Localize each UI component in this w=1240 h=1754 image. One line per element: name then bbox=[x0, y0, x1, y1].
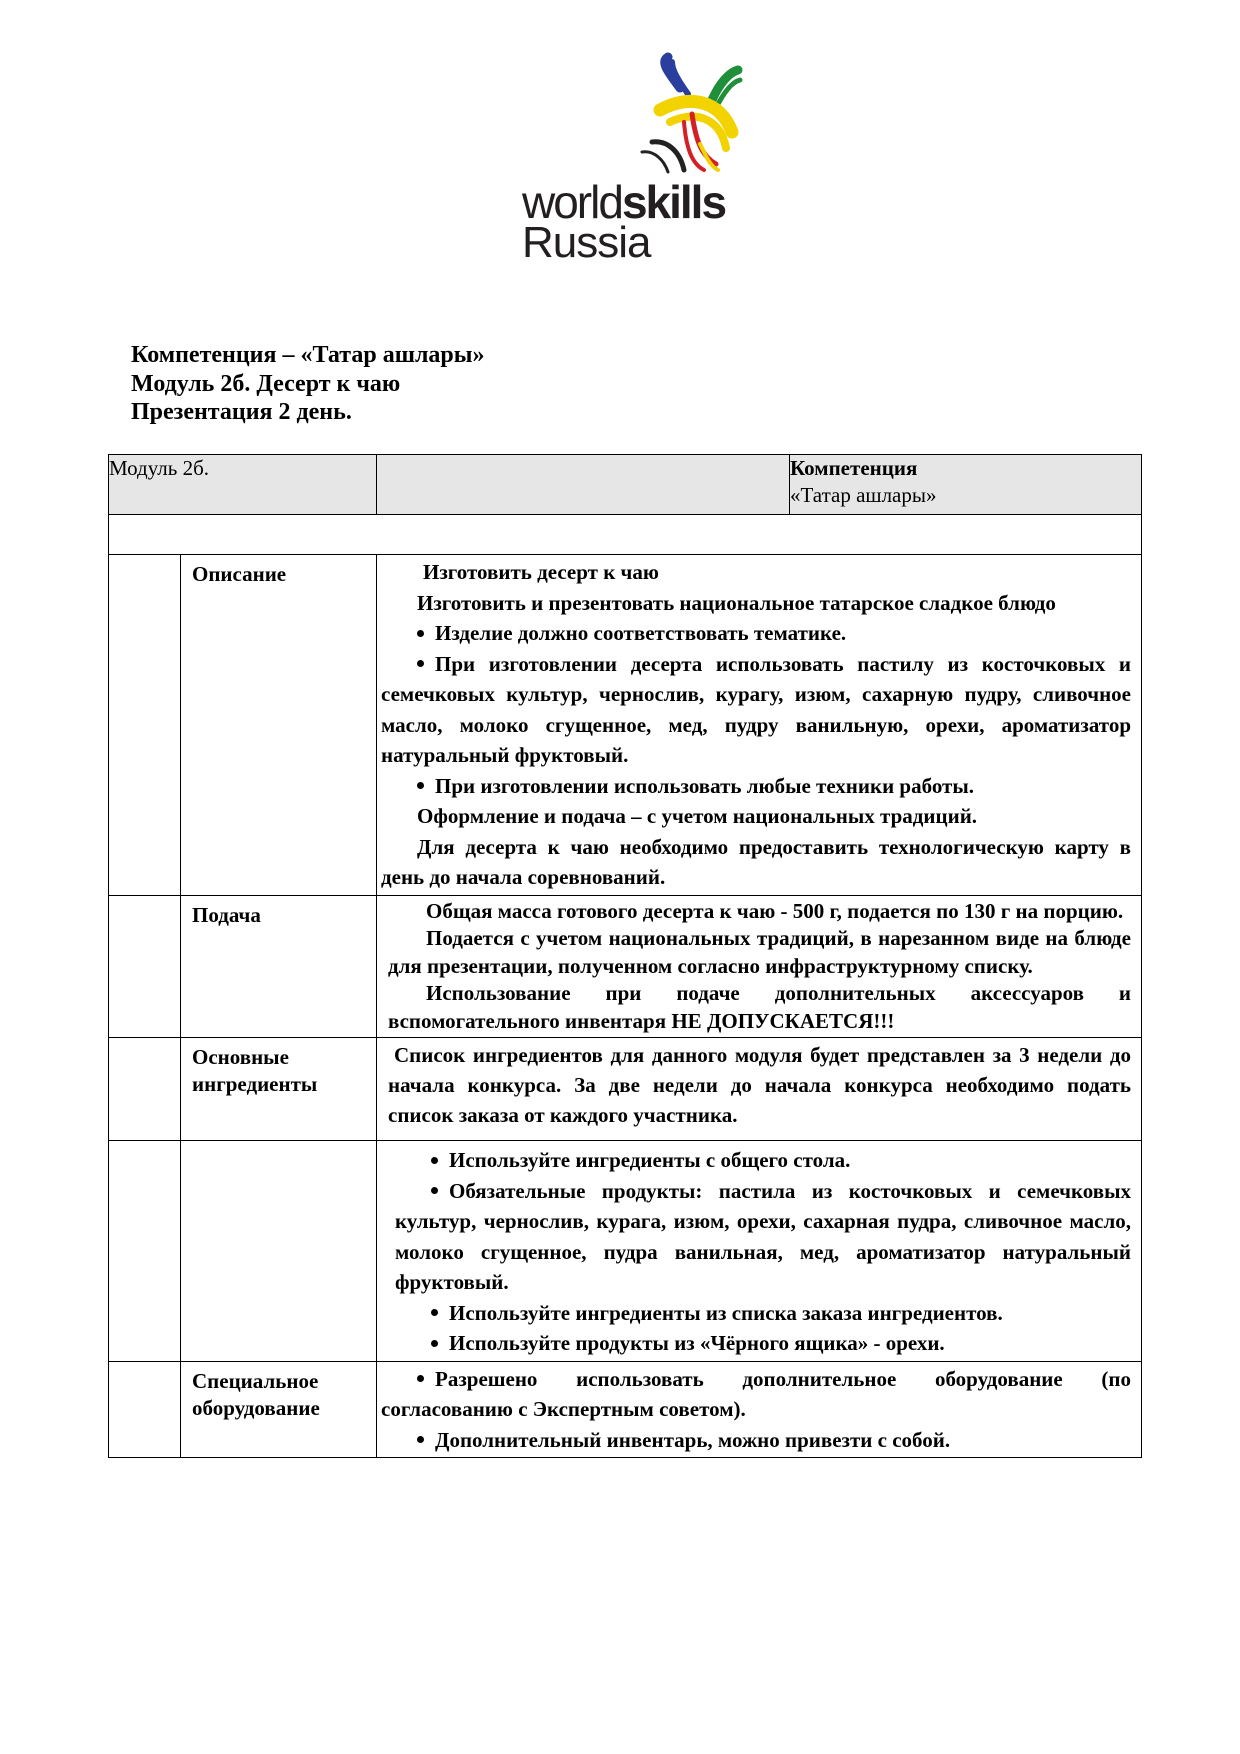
heading-module: Модуль 2б. Десерт к чаю bbox=[131, 370, 401, 397]
logo-text-russia: Russia bbox=[522, 218, 651, 267]
heading-competence: Компетенция – «Татар ашлары» bbox=[131, 342, 485, 368]
description-bullet-1: Изделие должно соответствовать тематике. bbox=[381, 618, 1131, 649]
serving-p1: Общая масса готового десерта к чаю - 500 г, подается по 130 г на порцию. bbox=[426, 898, 1124, 923]
ingredients-bullet-2: Обязательные продукты: пастила из косточковых и семечковых культур, чернослив, курага, изюм, орехи, сахарная пудра, сливочное масло, молоко сгущенное, пудра ванильная, мед, ароматизатор натуральный фруктовый. bbox=[395, 1178, 1131, 1294]
ingredients-content bbox=[377, 1038, 1142, 1141]
bullet-icon bbox=[431, 1340, 438, 1347]
logo-text-world: world bbox=[522, 176, 622, 228]
worldskills-logo bbox=[520, 52, 760, 267]
empty-row bbox=[109, 515, 1142, 555]
description-content bbox=[377, 555, 1142, 896]
header-competence-cell bbox=[790, 455, 1142, 515]
serving-label: Подача bbox=[181, 895, 377, 1038]
header-competence-value: «Татар ашлары» bbox=[790, 483, 937, 507]
ingredients-list-row bbox=[109, 1141, 1142, 1362]
header-row bbox=[109, 455, 1142, 515]
equipment-label: Специальное оборудование bbox=[181, 1361, 377, 1458]
ingredients-bullet-3: Используйте ингредиенты из списка заказа ингредиентов. bbox=[395, 1298, 1131, 1329]
description-p4: Для десерта к чаю необходимо предоставить технологическую карту в день до начала соревнований. bbox=[381, 834, 1131, 889]
ingredients-bullet-1: Используйте ингредиенты с общего стола. bbox=[395, 1145, 1131, 1176]
equipment-row bbox=[109, 1361, 1142, 1458]
equipment-bullet-2: Дополнительный инвентарь, можно привезти с собой. bbox=[381, 1425, 1131, 1456]
description-p1: Изготовить десерт к чаю bbox=[423, 560, 659, 584]
description-bullet-2: При изготовлении десерта использовать пастилу из косточковых и семечковых культур, чернослив, курагу, изюм, сахарную пудру, сливочное масло, молоко сгущенное, мед, пудру ванильную, орехи, ароматизатор натуральный фруктовый. bbox=[381, 651, 1131, 767]
header-module: Модуль 2б. bbox=[109, 456, 210, 480]
ingredients-bullet-4: Используйте продукты из «Чёрного ящика» - орехи. bbox=[395, 1328, 1131, 1359]
bullet-icon bbox=[417, 782, 424, 789]
ingredients-list-content bbox=[377, 1141, 1142, 1362]
header-module-cell bbox=[109, 455, 377, 515]
header-middle-cell bbox=[377, 455, 790, 515]
serving-p2: Подается с учетом национальных традиций, в нарезанном виде на блюде для презентации, полученном согласно инфраструктурному списку. bbox=[388, 926, 1131, 978]
description-p3: Оформление и подача – с учетом национальных традиций. bbox=[417, 804, 978, 828]
document-heading bbox=[131, 341, 485, 427]
logo-text-skills: skills bbox=[621, 176, 726, 228]
module-table bbox=[108, 454, 1142, 1458]
serving-row bbox=[109, 895, 1142, 1038]
heading-presentation: Презентация 2 день. bbox=[131, 399, 352, 425]
serving-content bbox=[377, 895, 1142, 1038]
description-label: Описание bbox=[181, 555, 377, 896]
bullet-icon bbox=[431, 1157, 438, 1164]
bullet-icon bbox=[417, 630, 424, 637]
ingredients-p1: Список ингредиентов для данного модуля будет представлен за 3 недели до начала конкурса. За две недели до начала конкурса необходимо подать список заказа от каждого участника. bbox=[388, 1043, 1131, 1127]
bullet-icon bbox=[431, 1309, 438, 1316]
bullet-icon bbox=[417, 1436, 424, 1443]
equipment-bullet-1: Разрешено использовать дополнительное оборудование (по согласованию с Экспертным советом). bbox=[381, 1366, 1131, 1421]
serving-p3: Использование при подаче дополнительных аксессуаров и вспомогательного инвентаря НЕ ДОПУСКАЕТСЯ!!! bbox=[388, 981, 1131, 1033]
header-competence-label: Компетенция bbox=[790, 456, 918, 480]
bullet-icon bbox=[417, 1375, 424, 1382]
description-row bbox=[109, 555, 1142, 896]
ingredients-label: Основные ингредиенты bbox=[181, 1038, 377, 1141]
bullet-icon bbox=[431, 1187, 438, 1194]
ingredients-row bbox=[109, 1038, 1142, 1141]
description-bullet-3: При изготовлении использовать любые техники работы. bbox=[381, 771, 1131, 802]
description-p2: Изготовить и презентовать национальное татарское сладкое блюдо bbox=[417, 590, 1056, 615]
bullet-icon bbox=[417, 660, 424, 667]
equipment-content bbox=[377, 1361, 1142, 1458]
